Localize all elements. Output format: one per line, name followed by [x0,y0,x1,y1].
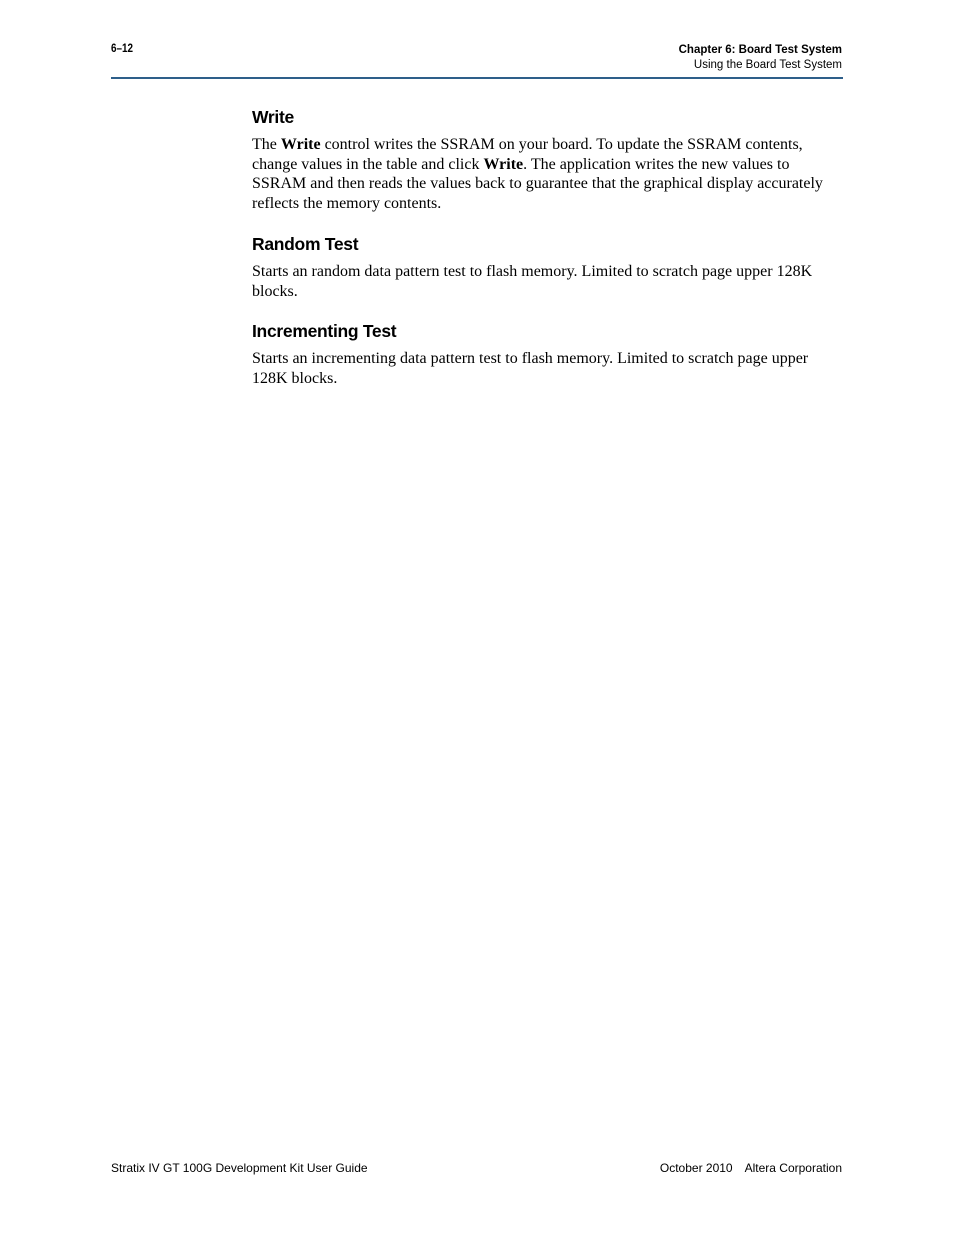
page-content [252,106,844,389]
body-text: . The application writes the new values to SSRAM and then reads the values back to guarantee that the graphical display accurately reflects the memory contents. [252,155,823,213]
page-number: 6–12 [111,43,134,55]
section-body [252,135,844,214]
header-divider [111,77,843,79]
ui-term-write: Write [483,155,524,173]
section-heading: Write [252,107,294,127]
body-text: The [252,136,281,153]
section-write [252,106,844,214]
body-text: control writes the SSRAM on your board. To update the SSRAM contents, change values in the table and click [252,136,803,173]
section-random-test [252,233,844,301]
section-heading: Incrementing Test [252,321,397,342]
section-heading: Random Test [252,233,359,254]
section-title: Using the Board Test System [693,59,842,71]
publication-date: October 2010 [659,1161,733,1175]
footer-meta [660,1161,842,1175]
company-name: Altera Corporation [744,1161,842,1175]
ui-term-write: Write [280,136,321,153]
running-header [679,43,842,73]
section-incrementing-test [252,320,844,388]
section-body: Starts an random data pattern test to flash memory. Limited to scratch page upper 128K blocks. [252,262,813,300]
document-title: Stratix IV GT 100G Development Kit User Guide [111,1161,368,1175]
chapter-title: Chapter 6: Board Test System [678,44,842,56]
section-body: Starts an incrementing data pattern test to flash memory. Limited to scratch page upper 128K blocks. [252,350,809,387]
